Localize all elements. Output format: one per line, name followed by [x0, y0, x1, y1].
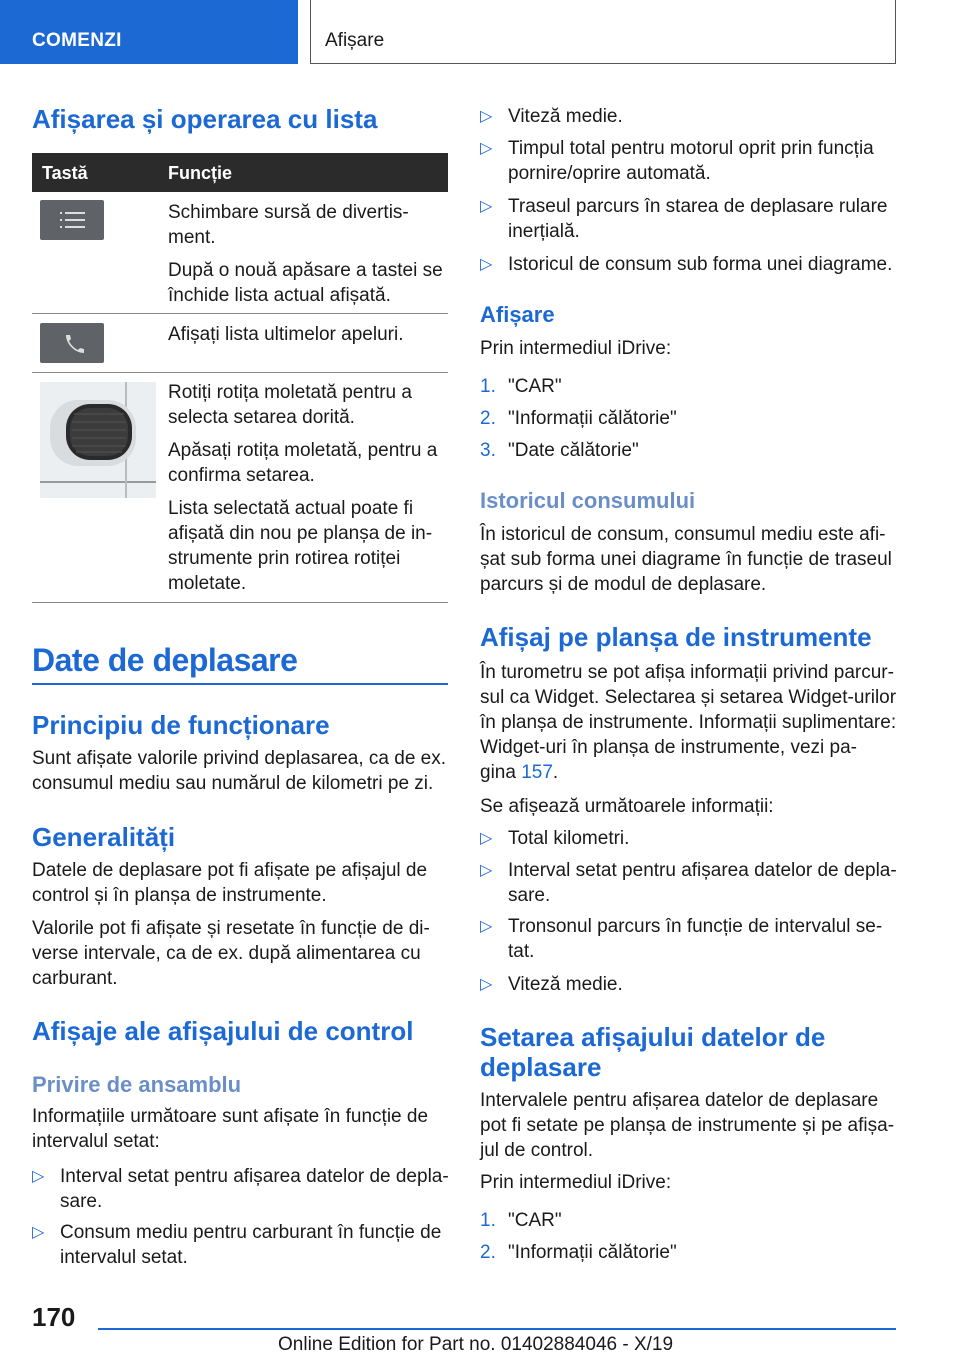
list-item: ▷ Viteză medie. — [480, 974, 623, 995]
shown-info: Se afișează următoarele informații: — [480, 796, 774, 817]
general-text-1: Datele de deplasare pot fi afișate pe afișajul de control și în planșa de instrumente. — [32, 860, 428, 906]
triangle-bullet-icon: ▷ — [480, 140, 493, 157]
table-header — [32, 153, 448, 192]
triangle-bullet-icon: ▷ — [480, 108, 493, 125]
row-divider — [32, 372, 448, 373]
setting-text: Intervalele pentru afișarea datelor de deplasare pot fi setate pe planșa de instrumente și pe afișa- jul de control. — [480, 1090, 895, 1161]
via-idrive-2: Prin intermediul iDrive: — [480, 1172, 672, 1193]
general-text-2: Valorile pot fi afișate și resetate în funcție de di- verse intervale, ca de ex. după alimentarea cu carburant. — [32, 918, 430, 989]
control-display-title: Afișaje ale afișajului de control — [32, 1016, 414, 1046]
trip-title: Date de deplasare — [32, 642, 298, 678]
edition-note: Online Edition for Part no. 01402884046 - X/19 — [278, 1334, 674, 1355]
list-section-title: Afișarea și operarea cu lista — [32, 104, 378, 134]
list-item: ▷ Viteză medie. — [480, 106, 623, 127]
via-idrive: Prin intermediul iDrive: — [480, 338, 672, 359]
table-col-key: Tastă — [42, 163, 88, 183]
triangle-bullet-icon: ▷ — [480, 862, 493, 879]
triangle-bullet-icon: ▷ — [480, 976, 493, 993]
chapter-title: Afișare — [325, 30, 385, 51]
footer-rule — [98, 1328, 896, 1330]
triangle-bullet-icon: ▷ — [32, 1168, 45, 1185]
triangle-bullet-icon: ▷ — [480, 918, 493, 935]
table-row: Schimbare sursă de divertis- ment. După o nouă apăsare a tastei se închide lista actual afișată. — [168, 202, 443, 306]
list-item: ▷ Total kilometri. — [480, 828, 630, 849]
section-tab — [0, 0, 298, 64]
page-number: 170 — [32, 1302, 76, 1332]
triangle-bullet-icon: ▷ — [480, 198, 493, 215]
overview-text: Informațiile următoare sunt afișate în funcție de intervalul setat: — [32, 1106, 429, 1152]
section-title: COMENZI — [32, 30, 122, 51]
triangle-bullet-icon: ▷ — [32, 1224, 45, 1241]
chapter-tab — [310, 0, 896, 64]
list-item: ▷ Interval setat pentru afișarea datelor de depla- sare. — [32, 1166, 449, 1212]
list-item: ▷ Istoricul de consum sub forma unei diagrame. — [480, 254, 893, 275]
general-title: Generalități — [32, 822, 176, 852]
list-icon — [40, 200, 104, 240]
setting-title: Setarea afișajului datelor de deplasare — [480, 1022, 826, 1082]
controller-knob-icon — [40, 382, 156, 498]
table-row: Afișați lista ultimelor apeluri. — [168, 324, 404, 345]
row-divider — [32, 602, 448, 603]
table-row: Rotiți rotița moletată pentru a selecta setarea dorită. Apăsați rotița moletată, pentru a confirma setarea. Lista selectată actual poate fi afișată din nou pe planșa de in- strumente prin rotirea rotiței moletate. — [168, 382, 438, 594]
display-title: Afișare — [480, 302, 555, 327]
overview-title: Privire de ansamblu — [32, 1072, 242, 1097]
list-item: ▷ Timpul total pentru motorul oprit prin funcția pornire/oprire automată. — [480, 138, 874, 184]
triangle-bullet-icon: ▷ — [480, 830, 493, 847]
triangle-bullet-icon: ▷ — [480, 256, 493, 273]
principle-text: Sunt afișate valorile privind deplasarea, ca de ex. consumul mediu sau numărul de kilometri pe zi. — [32, 748, 447, 794]
table-col-function: Funcție — [168, 163, 233, 183]
list-item: ▷ Interval setat pentru afișarea datelor de depla- sare. — [480, 860, 897, 906]
cluster-title: Afișaj pe planșa de instrumente — [480, 622, 872, 652]
history-title: Istoricul consumului — [480, 488, 696, 513]
list-item: ▷ Tronsonul parcurs în funcție de intervalul se- tat. — [480, 916, 883, 962]
phone-icon — [40, 323, 104, 363]
principle-title: Principiu de funcționare — [32, 710, 330, 740]
page-link[interactable]: 157 — [521, 762, 553, 783]
list-item: ▷ Traseul parcurs în starea de deplasare rulare inerțială. — [480, 196, 888, 242]
history-text: În istoricul de consum, consumul mediu este afi- șat sub forma unei diagrame în funcție de traseul parcurs și de modul de deplasare. — [480, 524, 892, 595]
cluster-text: În turometru se pot afișa informații privind parcur- sul ca Widget. Selectarea și setarea Widget-urilor în planșa de instrumente. Informații suplimentare: Widget-uri în planșa de instrumente, vezi pa- gina 157. — [480, 662, 897, 783]
list-item: ▷ Consum mediu pentru carburant în funcție de intervalul setat. — [32, 1222, 442, 1268]
title-rule — [32, 683, 448, 685]
row-divider — [32, 313, 448, 314]
